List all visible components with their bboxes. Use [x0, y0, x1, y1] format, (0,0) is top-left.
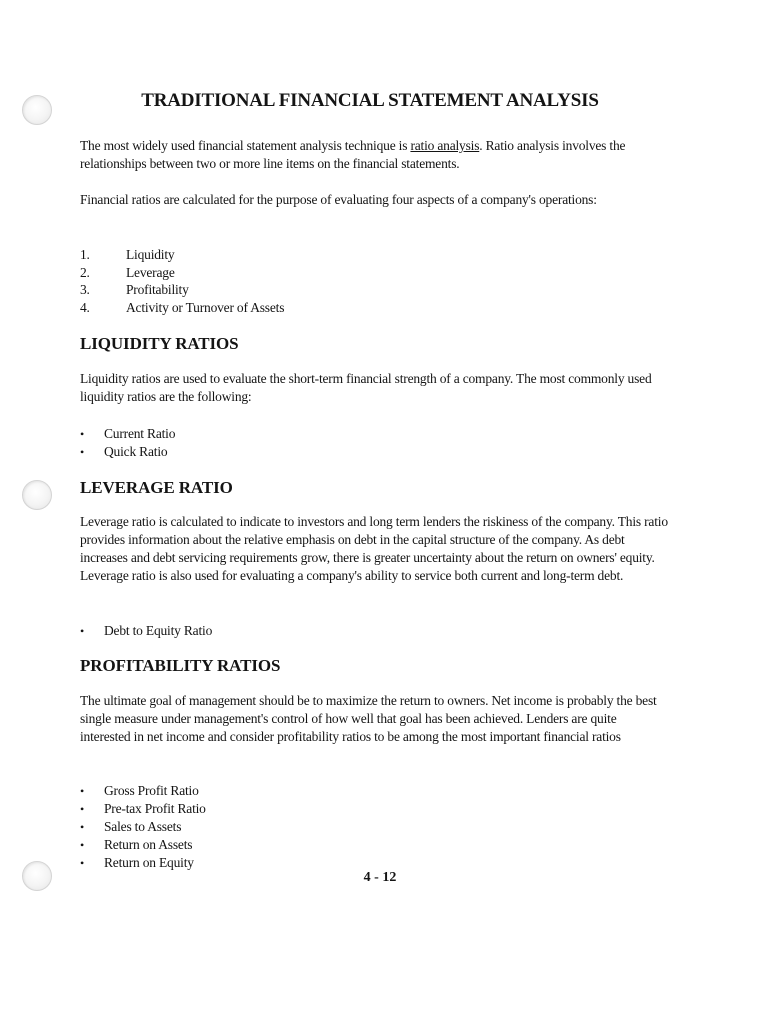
- purpose-paragraph: Financial ratios are calculated for the purpose of evaluating four aspects of a company's operations:: [80, 192, 597, 207]
- list-item-label: Debt to Equity Ratio: [104, 623, 213, 638]
- aspects-list: [80, 246, 284, 316]
- intro-text-after: . Ratio analysis involves the relationships between two or more line items on the financial statements.: [80, 138, 626, 171]
- leverage-paragraph: Leverage ratio is calculated to indicate to investors and long term lenders the riskiness of the company. This ratio provides information about the relative emphasis on debt in the capital structure of the company. As debt increases and debt servicing requirements grow, there is greater uncertainty about the return on owners' equity. Leverage ratio is also used for evaluating a company's ability to service both current and long-term debt.: [80, 514, 668, 583]
- bullet-icon: •: [80, 856, 85, 870]
- list-item-label: Activity or Turnover of Assets: [126, 299, 285, 315]
- list-item-number: 1.: [80, 247, 90, 262]
- list-item-label: Current Ratio: [104, 426, 176, 441]
- bullet-icon: •: [80, 838, 85, 852]
- list-item: [80, 818, 206, 836]
- binder-hole-middle: [22, 480, 52, 510]
- liquidity-heading: LIQUIDITY RATIOS: [80, 334, 239, 353]
- list-item: [80, 299, 284, 317]
- liquidity-paragraph: Liquidity ratios are used to evaluate the short-term financial strength of a company. The most commonly used liquidity ratios are the following:: [80, 371, 652, 404]
- intro-paragraph: [80, 137, 660, 173]
- leverage-heading: LEVERAGE RATIO: [80, 478, 233, 497]
- list-item-number: 4.: [80, 299, 90, 315]
- profitability-heading: PROFITABILITY RATIOS: [80, 656, 281, 675]
- list-item-label: Return on Equity: [104, 855, 194, 870]
- bullet-icon: •: [80, 624, 85, 638]
- bullet-icon: •: [80, 820, 85, 834]
- list-item: [80, 836, 206, 854]
- page-title: TRADITIONAL FINANCIAL STATEMENT ANALYSIS: [141, 90, 599, 111]
- intro-text-before: The most widely used financial statement analysis technique is: [80, 138, 411, 153]
- liquidity-ratios-list: [80, 425, 175, 461]
- page-number: 4 - 12: [363, 870, 397, 885]
- list-item-number: 3.: [80, 282, 90, 297]
- list-item-label: Sales to Assets: [104, 819, 182, 834]
- leverage-ratios-list: [80, 622, 212, 640]
- list-item-label: Pre-tax Profit Ratio: [104, 801, 206, 816]
- ratio-analysis-term: ratio analysis: [410, 138, 480, 153]
- list-item: [80, 782, 206, 800]
- list-item: [80, 622, 212, 640]
- list-item: [80, 281, 284, 299]
- list-item: [80, 425, 175, 443]
- list-item-label: Quick Ratio: [104, 444, 168, 459]
- list-item-label: Profitability: [126, 282, 189, 297]
- list-item: [80, 800, 206, 818]
- profitability-paragraph: The ultimate goal of management should be to maximize the return to owners. Net income is probably the best single measure under management's control of how well that goal has been achieved. Lenders are quite interested in net income and consider profitability ratios to be among the most important financial ratios: [80, 693, 657, 744]
- bullet-icon: •: [80, 427, 85, 441]
- list-item: [80, 264, 284, 282]
- profitability-ratios-list: [80, 782, 206, 872]
- bullet-icon: •: [80, 784, 85, 798]
- list-item-label: Return on Assets: [104, 837, 193, 852]
- list-item: [80, 443, 175, 461]
- list-item-number: 2.: [80, 264, 90, 280]
- list-item-label: Leverage: [126, 264, 175, 280]
- list-item: [80, 246, 284, 264]
- list-item-label: Gross Profit Ratio: [104, 783, 199, 798]
- bullet-icon: •: [80, 802, 85, 816]
- bullet-icon: •: [80, 445, 85, 459]
- list-item-label: Liquidity: [126, 247, 175, 262]
